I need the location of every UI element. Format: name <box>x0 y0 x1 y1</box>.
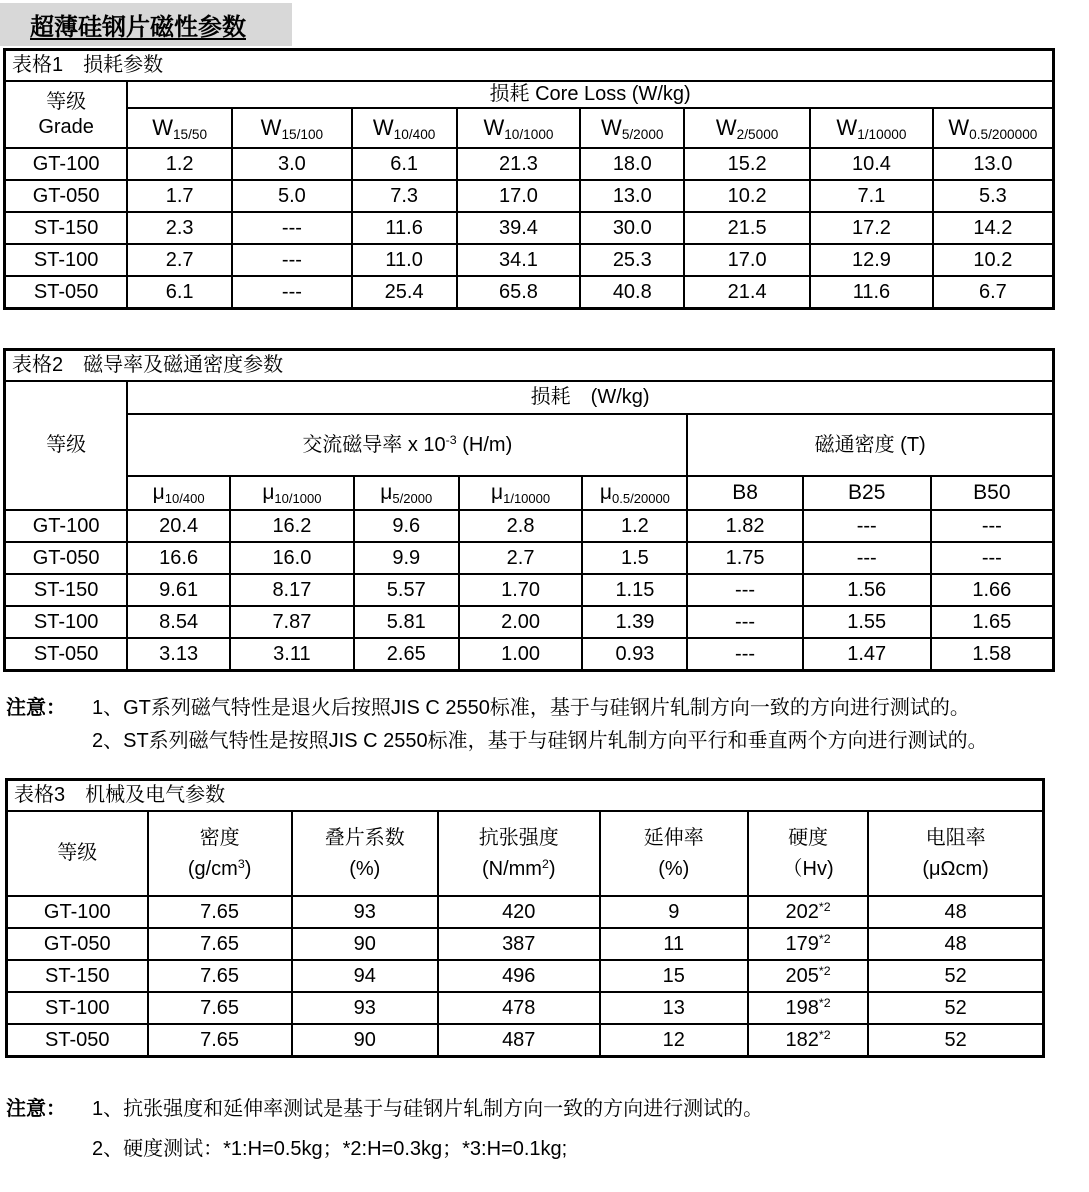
table2-grade-header: 等级 <box>5 381 128 510</box>
value-cell: 90 <box>292 1024 438 1057</box>
subscript: 2/5000 <box>736 127 779 143</box>
value-cell: --- <box>232 212 352 244</box>
grade-cell: ST-150 <box>5 212 128 244</box>
value-cell: 7.65 <box>148 1024 292 1057</box>
note-line <box>6 692 1089 725</box>
grade-cell: GT-050 <box>7 928 148 960</box>
table1-column-header-row <box>5 108 1054 148</box>
column-header-cell: W5/2000 <box>580 108 684 148</box>
table1-caption-row <box>5 50 1054 82</box>
value-cell: 487 <box>438 1024 600 1057</box>
table3-body <box>7 896 1044 1057</box>
value-cell: 20.4 <box>127 510 230 542</box>
column-header-cell: μ10/1000 <box>230 476 354 510</box>
table-row <box>7 960 1044 992</box>
value-cell: 2.65 <box>354 638 459 671</box>
subscript: 5/2000 <box>392 490 433 506</box>
table3-caption-row <box>7 780 1044 812</box>
column-header-cell: μ10/400 <box>127 476 230 510</box>
column-header-cell: W15/50 <box>127 108 232 148</box>
value-cell: 17.2 <box>810 212 933 244</box>
value-cell: 5.57 <box>354 574 459 606</box>
value-cell: 7.65 <box>148 928 292 960</box>
note-label: 注意： <box>6 1098 66 1120</box>
value-cell: 6.1 <box>127 276 232 309</box>
value-cell: 93 <box>292 992 438 1024</box>
table-row <box>5 638 1054 671</box>
value-cell: 14.2 <box>933 212 1054 244</box>
value-cell: 205$^{*2}$ <box>748 960 868 992</box>
value-cell: 15.2 <box>684 148 810 180</box>
value-cell: 11.6 <box>352 212 457 244</box>
grade-cell: GT-100 <box>5 148 128 180</box>
table-row <box>5 212 1054 244</box>
value-cell: 1.82 <box>687 510 802 542</box>
value-cell: 34.1 <box>457 244 581 276</box>
superscript: *2 <box>818 1027 831 1042</box>
value-cell: 179$^{*2}$ <box>748 928 868 960</box>
value-cell: 10.2 <box>684 180 810 212</box>
subscript: 1/10000 <box>857 127 907 143</box>
value-cell: 11.6 <box>810 276 933 309</box>
value-cell: 90 <box>292 928 438 960</box>
value-cell: 2.8 <box>459 510 583 542</box>
value-cell: 9 <box>600 896 748 928</box>
notes-magnetic <box>6 692 1089 758</box>
value-cell: 202$^{*2}$ <box>748 896 868 928</box>
subscript: 15/100 <box>281 127 324 143</box>
value-cell: 3.11 <box>230 638 354 671</box>
table2-permeability-header: 交流磁导率 x $10^{-3}$ (H/m) <box>127 414 687 476</box>
value-cell: 40.8 <box>580 276 684 309</box>
value-cell: 8.54 <box>127 606 230 638</box>
value-cell: 25.3 <box>580 244 684 276</box>
value-cell: 1.39 <box>582 606 687 638</box>
grade-cell: GT-050 <box>5 180 128 212</box>
value-cell: --- <box>687 574 802 606</box>
superscript: *2 <box>818 963 831 978</box>
table2-group-row <box>5 381 1054 414</box>
value-cell: 21.4 <box>684 276 810 309</box>
value-cell: 13.0 <box>580 180 684 212</box>
value-cell: 16.6 <box>127 542 230 574</box>
column-header-cell: 叠片系数 (%) <box>292 811 438 896</box>
superscript: *2 <box>818 995 831 1010</box>
value-cell: 30.0 <box>580 212 684 244</box>
column-header-cell: 硬度 （Hv) <box>748 811 868 896</box>
table2-column-header-row <box>5 476 1054 510</box>
value-cell: 65.8 <box>457 276 581 309</box>
column-header-cell: 延伸率 (%) <box>600 811 748 896</box>
column-header-cell: W0.5/200000 <box>933 108 1054 148</box>
grade-cell: ST-100 <box>5 606 128 638</box>
value-cell: 18.0 <box>580 148 684 180</box>
column-header-cell: 抗张强度 $(N/mm^2)$ <box>438 811 600 896</box>
superscript: 3 <box>237 856 245 871</box>
column-header-cell: B25 <box>803 476 931 510</box>
grade-cell: ST-150 <box>7 960 148 992</box>
value-cell: 16.2 <box>230 510 354 542</box>
value-cell: 5.0 <box>232 180 352 212</box>
note-line <box>6 725 1089 758</box>
value-cell: --- <box>232 244 352 276</box>
value-cell: 1.58 <box>931 638 1054 671</box>
column-header-cell: W2/5000 <box>684 108 810 148</box>
table3-mechanical-electrical <box>5 778 1045 1058</box>
value-cell: 420 <box>438 896 600 928</box>
table-row <box>7 928 1044 960</box>
subscript: 0.5/20000 <box>612 490 670 506</box>
column-header-cell: 等级 <box>7 811 148 896</box>
column-header-cell: μ0.5/20000 <box>582 476 687 510</box>
value-cell: --- <box>931 542 1054 574</box>
note-item-1: 1、抗张强度和延伸率测试是基于与硅钢片轧制方向一致的方向进行测试的。 <box>92 1098 764 1120</box>
value-cell: 17.0 <box>457 180 581 212</box>
table1-core-loss <box>3 48 1055 310</box>
table2-body <box>5 510 1054 671</box>
value-cell: --- <box>232 276 352 309</box>
table-row <box>5 148 1054 180</box>
column-header-cell: W10/1000 <box>457 108 581 148</box>
value-cell: 1.70 <box>459 574 583 606</box>
value-cell: 496 <box>438 960 600 992</box>
column-header-cell: μ1/10000 <box>459 476 583 510</box>
table-row <box>5 542 1054 574</box>
value-cell: 11.0 <box>352 244 457 276</box>
table2-flux-density-header: 磁通密度 (T) <box>687 414 1053 476</box>
value-cell: 6.1 <box>352 148 457 180</box>
notes-mechanical <box>6 1094 1089 1164</box>
value-cell: 39.4 <box>457 212 581 244</box>
column-header-cell: B8 <box>687 476 802 510</box>
table2-caption: 表格2 磁导率及磁通密度参数 <box>5 350 1054 382</box>
subscript: 1/10000 <box>503 490 551 506</box>
value-cell: --- <box>803 510 931 542</box>
table2-subgroup-row <box>5 414 1054 476</box>
value-cell: --- <box>931 510 1054 542</box>
value-cell: 1.65 <box>931 606 1054 638</box>
table-row <box>5 574 1054 606</box>
table-row <box>5 244 1054 276</box>
table3-caption: 表格3 机械及电气参数 <box>7 780 1044 812</box>
value-cell: 1.7 <box>127 180 232 212</box>
table1-caption: 表格1 损耗参数 <box>5 50 1054 82</box>
value-cell: 9.9 <box>354 542 459 574</box>
value-cell: 2.3 <box>127 212 232 244</box>
table-row <box>5 606 1054 638</box>
table-row <box>5 510 1054 542</box>
value-cell: 3.0 <box>232 148 352 180</box>
value-cell: 182$^{*2}$ <box>748 1024 868 1057</box>
column-header-cell: B50 <box>931 476 1054 510</box>
superscript: *2 <box>818 899 831 914</box>
table1-body <box>5 148 1054 309</box>
note-item-2: 2、ST系列磁气特性是按照JIS C 2550标准，基于与硅钢片轧制方向平行和垂直两个方向进行测试的。 <box>92 730 988 752</box>
table-row <box>5 180 1054 212</box>
table-row <box>7 1024 1044 1057</box>
value-cell: 478 <box>438 992 600 1024</box>
value-cell: 13 <box>600 992 748 1024</box>
value-cell: 198$^{*2}$ <box>748 992 868 1024</box>
grade-cell: ST-050 <box>7 1024 148 1057</box>
table2-caption-row <box>5 350 1054 382</box>
value-cell: 5.81 <box>354 606 459 638</box>
subscript: 15/50 <box>172 127 208 143</box>
value-cell: 1.2 <box>582 510 687 542</box>
value-cell: 1.00 <box>459 638 583 671</box>
value-cell: 48 <box>868 896 1043 928</box>
note-item-2: 2、硬度测试：*1:H=0.5kg；*2:H=0.3kg；*3:H=0.1kg; <box>92 1138 568 1160</box>
value-cell: 7.87 <box>230 606 354 638</box>
value-cell: 7.3 <box>352 180 457 212</box>
value-cell: 5.3 <box>933 180 1054 212</box>
table2-group-header: 损耗 (W/kg) <box>127 381 1053 414</box>
value-cell: 2.00 <box>459 606 583 638</box>
value-cell: 2.7 <box>459 542 583 574</box>
table-row <box>7 992 1044 1024</box>
value-cell: 1.15 <box>582 574 687 606</box>
value-cell: 0.93 <box>582 638 687 671</box>
superscript: -3 <box>445 432 457 447</box>
column-header-cell: W1/10000 <box>810 108 933 148</box>
value-cell: 15 <box>600 960 748 992</box>
value-cell: 6.7 <box>933 276 1054 309</box>
value-cell: 13.0 <box>933 148 1054 180</box>
grade-cell: ST-100 <box>5 244 128 276</box>
value-cell: 17.0 <box>684 244 810 276</box>
value-cell: 10.4 <box>810 148 933 180</box>
value-cell: 1.56 <box>803 574 931 606</box>
subscript: 0.5/200000 <box>969 127 1038 143</box>
value-cell: 93 <box>292 896 438 928</box>
value-cell: 10.2 <box>933 244 1054 276</box>
value-cell: 12.9 <box>810 244 933 276</box>
note-label: 注意： <box>6 697 66 719</box>
superscript: *2 <box>818 931 831 946</box>
subscript: 10/1000 <box>274 490 322 506</box>
value-cell: 7.1 <box>810 180 933 212</box>
column-header-cell: 密度 $(g/cm^3)$ <box>148 811 292 896</box>
value-cell: 16.0 <box>230 542 354 574</box>
value-cell: 9.6 <box>354 510 459 542</box>
table3-column-header-row <box>7 811 1044 896</box>
subscript: 5/2000 <box>621 127 664 143</box>
page-title-text: 超薄硅钢片磁性参数 <box>30 14 246 41</box>
value-cell: 11 <box>600 928 748 960</box>
value-cell: 1.2 <box>127 148 232 180</box>
superscript: 2 <box>541 856 549 871</box>
note-line <box>6 1094 1089 1124</box>
grade-cell: ST-050 <box>5 638 128 671</box>
value-cell: 7.65 <box>148 896 292 928</box>
grade-cell: GT-100 <box>7 896 148 928</box>
column-header-cell: μ5/2000 <box>354 476 459 510</box>
value-cell: --- <box>803 542 931 574</box>
value-cell: 25.4 <box>352 276 457 309</box>
value-cell: 48 <box>868 928 1043 960</box>
value-cell: 52 <box>868 1024 1043 1057</box>
value-cell: 7.65 <box>148 992 292 1024</box>
value-cell: --- <box>687 638 802 671</box>
subscript: 10/400 <box>164 490 205 506</box>
grade-cell: ST-150 <box>5 574 128 606</box>
column-header-cell: 电阻率 (μΩcm) <box>868 811 1043 896</box>
table2-permeability-flux <box>3 348 1055 672</box>
value-cell: 12 <box>600 1024 748 1057</box>
table-row <box>7 896 1044 928</box>
value-cell: 52 <box>868 992 1043 1024</box>
value-cell: 1.75 <box>687 542 802 574</box>
value-cell: 1.47 <box>803 638 931 671</box>
subscript: 10/400 <box>393 127 436 143</box>
value-cell: 21.3 <box>457 148 581 180</box>
table1-group-row <box>5 81 1054 108</box>
value-cell: --- <box>687 606 802 638</box>
table-row <box>5 276 1054 309</box>
value-cell: 9.61 <box>127 574 230 606</box>
value-cell: 94 <box>292 960 438 992</box>
value-cell: 1.55 <box>803 606 931 638</box>
column-header-cell: W10/400 <box>352 108 457 148</box>
table1-group-header: 损耗 Core Loss (W/kg) <box>127 81 1053 108</box>
subscript: 10/1000 <box>504 127 554 143</box>
value-cell: 1.66 <box>931 574 1054 606</box>
value-cell: 52 <box>868 960 1043 992</box>
value-cell: 1.5 <box>582 542 687 574</box>
value-cell: 3.13 <box>127 638 230 671</box>
value-cell: 2.7 <box>127 244 232 276</box>
column-header-cell: W15/100 <box>232 108 352 148</box>
grade-cell: ST-050 <box>5 276 128 309</box>
grade-cell: ST-100 <box>7 992 148 1024</box>
grade-cell: GT-050 <box>5 542 128 574</box>
value-cell: 387 <box>438 928 600 960</box>
grade-cell: GT-100 <box>5 510 128 542</box>
page-title <box>0 3 292 46</box>
value-cell: 8.17 <box>230 574 354 606</box>
value-cell: 21.5 <box>684 212 810 244</box>
note-item-1: 1、GT系列磁气特性是退火后按照JIS C 2550标准，基于与硅钢片轧制方向一致的方向进行测试的。 <box>92 697 970 719</box>
table1-grade-header: 等级 Grade <box>5 81 128 148</box>
note-line <box>6 1134 1089 1164</box>
value-cell: 7.65 <box>148 960 292 992</box>
